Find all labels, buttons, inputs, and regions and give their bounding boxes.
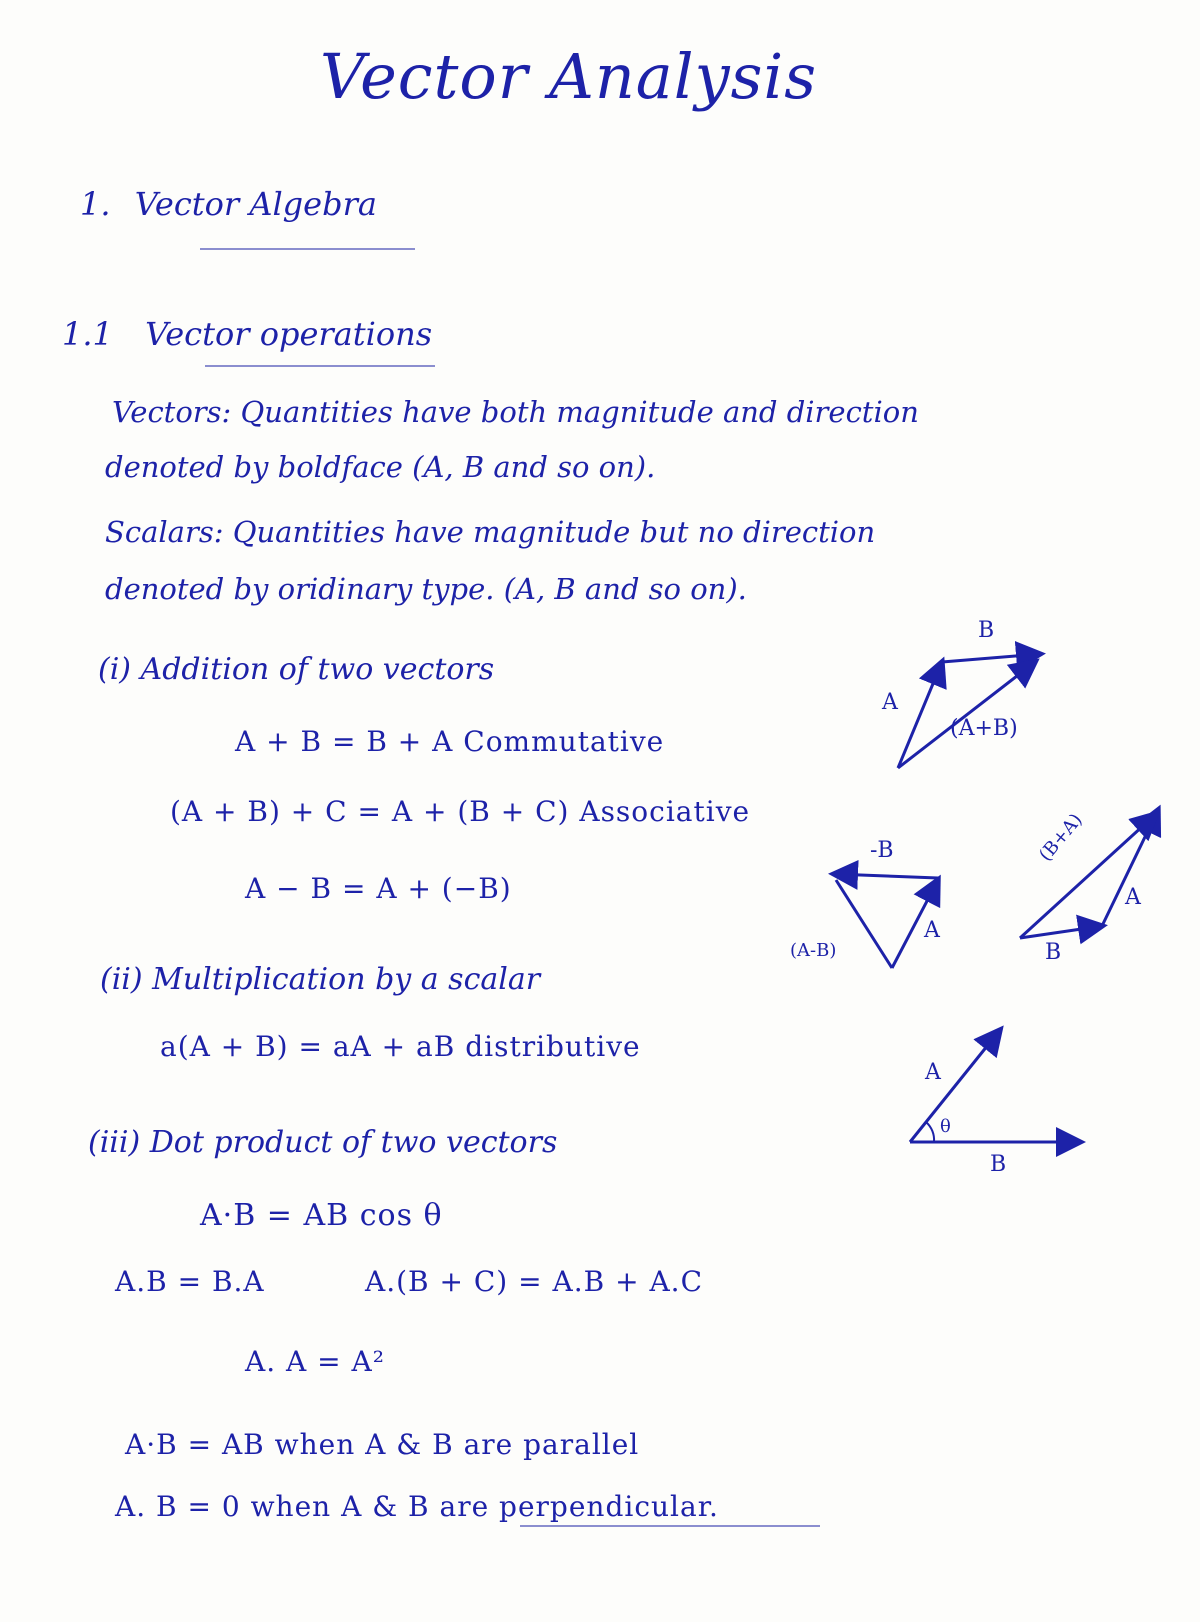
- add-label-b: B: [978, 618, 995, 643]
- angle-diagram: [900, 1020, 1100, 1160]
- subtraction-law: A − B = A + (−B): [245, 872, 512, 905]
- dot-product-heading: (iii) Dot product of two vectors: [88, 1125, 558, 1160]
- vectors-definition-line1: Vectors: Quantities have both magnitude and direction: [112, 395, 919, 429]
- section-underline: [200, 248, 415, 250]
- dot-product-self: A. A = A²: [245, 1345, 385, 1378]
- dot-product-parallel: A·B = AB when A & B are parallel: [125, 1428, 640, 1461]
- dot-product-definition: A·B = AB cos θ: [200, 1198, 443, 1233]
- sub-label-neg-b: -B: [870, 838, 894, 863]
- angle-arc: [926, 1122, 934, 1142]
- multiplication-heading: (ii) Multiplication by a scalar: [100, 962, 541, 997]
- scalars-definition-line2: denoted by oridinary type. (A, B and so on).: [105, 572, 747, 606]
- sub-label-diff: (A-B): [790, 940, 837, 961]
- comm-label-b: B: [1045, 940, 1062, 965]
- distributive-law: a(A + B) = aA + aB distributive: [160, 1030, 641, 1063]
- sub-label-a: A: [924, 918, 940, 943]
- commutative-diagram: [1010, 800, 1170, 950]
- associative-law: (A + B) + C = A + (B + C) Associative: [170, 795, 751, 828]
- subsection-underline: [205, 365, 435, 367]
- vector-a-angle-arrow: [910, 1030, 1000, 1142]
- angle-label-a: A: [925, 1060, 941, 1085]
- page-title: Vector Analysis: [320, 40, 818, 113]
- subsection-title: Vector operations: [145, 315, 433, 353]
- dot-product-commutative: A.B = B.A: [115, 1265, 265, 1298]
- add-label-sum: (A+B): [950, 716, 1018, 741]
- subsection-number: 1.1: [62, 315, 113, 353]
- vector-neg-b-arrow: [834, 874, 938, 878]
- comm-label-sum: (B+A): [1035, 809, 1087, 866]
- dot-product-perpendicular: A. B = 0 when A & B are perpendicular.: [115, 1490, 719, 1523]
- section-number: 1.: [80, 185, 111, 223]
- subsection-heading: [62, 315, 432, 353]
- angle-label-theta: θ: [940, 1116, 951, 1137]
- addition-diagram: [880, 640, 1060, 780]
- add-label-a: A: [882, 690, 898, 715]
- addition-heading: (i) Addition of two vectors: [98, 652, 495, 687]
- vector-diff-arrow: [836, 880, 892, 968]
- perpendicular-underline: [520, 1525, 820, 1527]
- angle-label-b: B: [990, 1152, 1007, 1177]
- commutative-law: A + B = B + A Commutative: [235, 725, 665, 758]
- vector-sum-comm-arrow: [1020, 814, 1156, 938]
- comm-label-a: A: [1125, 885, 1141, 910]
- vector-b-arrow: [942, 654, 1040, 662]
- dot-product-distributive: A.(B + C) = A.B + A.C: [365, 1265, 703, 1298]
- scalars-definition-line1: Scalars: Quantities have magnitude but no direction: [105, 515, 876, 549]
- vectors-definition-line2: denoted by boldface (A, B and so on).: [105, 450, 656, 484]
- section-title: Vector Algebra: [134, 185, 377, 223]
- section-heading: [80, 185, 377, 223]
